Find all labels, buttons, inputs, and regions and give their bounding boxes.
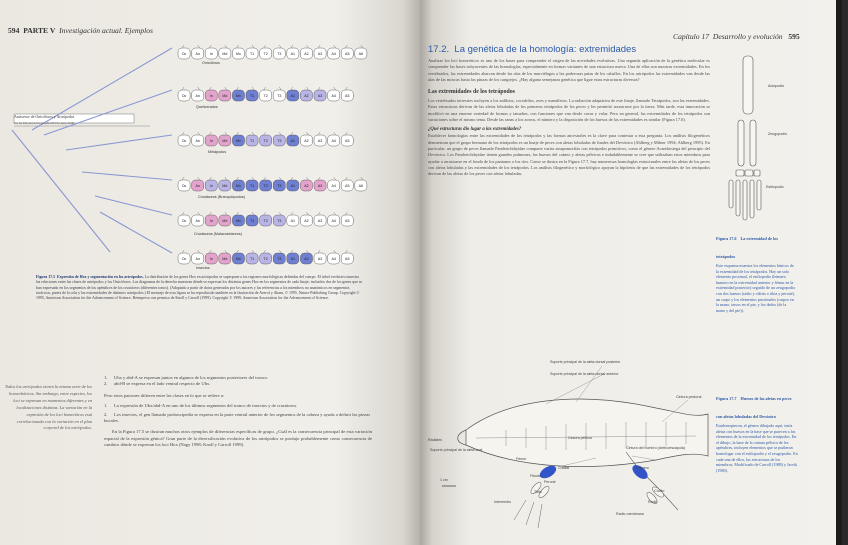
appendage-stroke [279,212,281,215]
paragraph: Establecer homologías entre las extremidades de los tetrápodos y las formas ancestrales es la clave para contestar a esta pregunta. Los análisis filogenéticos demuestran que el grupo hermano de los tetrápodos es un linaje de peces con aletas lobuladas de finales del Devónico (Ahlberg y Milner 1994; Ahlberg 1995). En particular, un grupo de peces llamado Panderichthyidae comparte varias sinapomorfías con tetrápodos primitivos, como el género Acanthostega del principio del Devónico. Los Panderichthyidae tienen grandes pulmones, los huesos del cráneo y aletas pélvicas e indudablemente se cree que utilizaban estos miembros para ayudar a arrastrarse en el fondo de los pantanos o los ríos. Como se ilustra en la Figura 17.7, hay numerosas homologías estructurales entre las aletas de los peces con aletas lobuladas y las extremidades de los tetrápodos. Los análisis filogenético y morfológico apoyan la hipótesis de que las extremidades de los tetrápodos derivan de las aletas de los peces con aletas lobuladas. [428,133,710,177]
segment-code: T3 [277,94,282,98]
segment-code: T2 [263,94,268,98]
segment-row [178,45,367,59]
radius-bone [738,120,744,166]
question-heading: ¿Qué estructuras dio lugar a las extremidades? [428,127,522,133]
paragraph: Pero estos patrones difieren entre las clases en lo que se refiere a: [104,392,225,398]
label-cubital: Cubital [558,466,570,470]
segment-code: A1 [290,94,296,98]
appendage-stroke [236,177,238,180]
margin-note: Todos los artrópodos tienen la misma serie de los homeobóticos. Sin embargo, entre especies, los loci se expresan en momentos diferentes y en localizaciones distintas. La variación en la expresión de los loci homeóticos está correlacionada con la variación en el plan corporal de los artrópodos. [4,384,92,431]
segment-code: A5 [345,184,350,188]
segment-code: T3 [277,257,282,261]
label-cintura-hombro: Cintura del hombro (cleitro/escápula) [626,446,685,450]
fish-fin-figure [426,360,716,545]
appendage-stroke [334,87,336,90]
segment-code: A5 [345,52,350,56]
humerus-bone [743,56,753,114]
hox-expression-figure [0,40,420,272]
digit-bone [743,180,747,220]
appendage-stroke [264,87,266,90]
appendage-stroke [345,45,347,48]
left-running-header: 594 PARTE V Investigación actual. Ejemplos [8,26,153,35]
taxon-label-onicoforos: Onicóforos [202,61,220,65]
figure-17-6-caption: Figura 17.6 La extremidad de los tetrápodos Este esquema muestra los elementos básicos de la extremidad de los tetrápodos. Hay un solo elemento proximal, el estilopodio (húmero humero en la extremidad anterior y fémur en la extremidad posterior) seguido de un zeugopodio con dos huesos (radio y cúbito o tibia y peroné), un carpo y los elementos proximales (carpos en la mano, tarsos en el pie, y los dedos (de la mano y del pie)). [716,236,796,313]
segment-code: An [195,219,200,223]
appendage-stroke [252,132,254,135]
segment-code: In [209,219,213,223]
appendage-stroke [198,87,200,90]
appendage-stroke [318,45,320,48]
segment-code: A5 [345,257,350,261]
appendage-stroke [236,45,238,48]
appendage-stroke [209,212,211,215]
appendage-stroke [198,212,200,215]
segment-code: Oc [181,94,187,98]
appendage-stroke [306,45,308,48]
segment-code: Mx [236,257,241,261]
appendage-stroke [279,132,281,135]
segment-code: A3 [317,139,323,143]
segment-code: A1 [290,219,296,223]
segment-code: A2 [304,52,309,56]
segment-code: A4 [331,257,336,261]
segment-code: A6 [358,184,364,188]
segment-code: T1 [249,184,255,188]
appendage-stroke [209,177,211,180]
carpal-bone [745,170,753,176]
appendage-stroke [209,87,211,90]
segment-code: Md [222,139,228,143]
right-running-header: Capítulo 17 Desarrollo y evolución 595 [673,32,800,41]
segment-code: T1 [249,52,255,56]
segment-row [178,250,353,264]
label-fibular: Fibular [530,474,541,478]
label-cintura-pelvica: Cintura pélvica [568,436,592,440]
taxon-label-branquiopodos: Crustáceos (Branquiópodos) [198,195,245,199]
segment-code: A1 [290,257,296,261]
appendage-stroke [236,212,238,215]
taxon-label-miriapodos: Miriápodos [208,150,227,154]
appendage-stroke [279,87,281,90]
section-title: 17.2. La genética de la homología: extremidades [428,44,637,55]
fish-body [466,399,708,467]
appendage-stroke [279,45,281,48]
segment-code: Md [222,184,228,188]
label-soporte-dorsal: Soporte principal de la aleta dorsal posterior [550,360,621,364]
segment-code: A6 [358,52,364,56]
appendage-stroke [345,87,347,90]
appendage-stroke [361,177,363,180]
appendage-stroke [209,132,211,135]
appendage-stroke [264,45,266,48]
appendage-stroke [318,212,320,215]
segment-code: Mx [236,52,241,56]
label-soporte-dorsal-2: Soporte principal de la aleta dorsal anterior [550,372,619,376]
segment-code: Md [222,257,228,261]
label-zeugopodio: Zeugopodio [768,132,787,136]
segment-code: Mx [236,139,241,143]
segment-code: Oc [181,257,187,261]
appendage-stroke [225,87,227,90]
appendage-stroke [291,212,293,215]
label-autopodio: Autopodio [768,84,785,88]
appendage-stroke [198,177,200,180]
appendage-stroke [291,250,293,253]
segment-code: A4 [331,219,336,223]
segment-code: A1 [290,184,296,188]
appendage-stroke [291,45,293,48]
segment-code: Mx [236,184,241,188]
appendage-stroke [182,212,184,215]
appendage-stroke [182,177,184,180]
paragraph: Los vertebrados terrestres incluyen a los anfibios, cocodrilos, aves y mamíferos. La radiación adaptativa de este linaje, llamado Tetrápodos, son las extremidades. Estas estructuras derivan de las aletas lobuladas de los primeros tetrápodos de los peces y les permitió arrastrarse por la tierra. Más tarde, esta innovación se modificó en una enorme variedad de formas y tamaños, con funciones que van desde cavar y volar. Pero en general, las extremidades de los tetrápodos son variaciones sobre el mismo tema. Desde las ranas a los zorros, el número y la disposición de los huesos de las extremidades es similar (Figura 17.6). [428,98,710,123]
segment-code: T2 [263,139,268,143]
appendage-stroke [264,177,266,180]
segment-code: Mx [236,94,241,98]
appendage-stroke [361,45,363,48]
segment-code: An [195,52,200,56]
segment-code: A4 [331,94,336,98]
appendage-stroke [198,132,200,135]
taxon-label-malacostraceos: Crustáceos (Malacostráceos) [194,232,242,236]
appendage-stroke [279,177,281,180]
segment-code: Oc [181,139,187,143]
segment-code: An [195,257,200,261]
paragraph: Analizar los loci homeóticos es uno de los bases para comprender el origen de las novedades evolutivas. Una segunda aplicación de la genética molecular es comprender las bases subyacentes de las homologías, especialmente en formas variantes de una estructura nueva. Una de ellas son nuestras extremidades. En los vertebrados, las extremidades abarcan desde las alas de los murciélagos a las poderosas patas de los caballos. En los artrópodos las extremidades van desde las alas de las moscas hasta las pinzas de los cangrejos. ¿Hay alguna semejanza genética que ligue estas estructuras diversas? [428,58,710,82]
appendage-stroke [264,250,266,253]
right-body [428,58,710,177]
appendage-stroke [252,177,254,180]
appendage-stroke [198,250,200,253]
appendage-stroke [306,212,308,215]
left-page [0,0,420,545]
appendage-stroke [345,177,347,180]
appendage-stroke [306,87,308,90]
appendage-stroke [182,45,184,48]
appendage-stroke [252,45,254,48]
segment-row [178,177,367,191]
taxon-label-insectos: Insectos [196,266,210,270]
appendage-stroke [182,132,184,135]
segment-code: T2 [263,52,268,56]
pelvic-radials [514,500,542,528]
digit-bone [750,180,754,218]
limb-skeleton-figure [716,48,786,228]
segment-code: Md [222,94,228,98]
segment-code: A3 [317,219,323,223]
label-radiales: Radiales [428,438,442,442]
appendage-stroke [209,250,211,253]
segment-code: A3 [317,52,323,56]
segment-code: A2 [304,219,309,223]
segment-code: T1 [249,257,255,261]
list-item: 1. La expresión de Ubx/abd-A en uno de los últimos segmentos del tronco de insectos y de crustáceos. [104,403,298,409]
segment-code: T3 [277,219,282,223]
segment-code: A3 [317,94,323,98]
segment-code: A2 [304,257,309,261]
label-estilopodio: Estilopodio [766,185,784,189]
list-item: 1. Ubx y abd-A se expresan juntos en algunos de los segmentos posteriores del tronco. [104,375,269,380]
label-cintura-pectoral: Cintura pectoral [676,395,702,399]
appendage-stroke [236,132,238,135]
appendage-stroke [198,45,200,48]
figure-17-7-caption: Figura 17.7 Huesos de las aletas en peces con aletas lobuladas del Devónico Eusthenopteron, el género dibujado aquí, tenía aletas con huesos en la base que se parecen a los elementos de la extremidad de los tetrápodos. En el dibujo, la base de la cintura pélvica de los apéndices, incluyen elementos que se pudieran homologar con el estilopodio y el zeugopodio. En cada una de ellos, las estructuras de los miembros. Modificado de Carroll (1988) y Jarvik (1980). [716,396,798,473]
appendage-stroke [182,250,184,253]
appendage-stroke [209,45,211,48]
appendage-stroke [182,87,184,90]
appendage-stroke [252,250,254,253]
appendage-stroke [236,250,238,253]
ancestor-subtitle: Un. ftz Ubx abd-A Scr AntpAbd-B Ubx Antp AbdB [14,121,74,125]
segment-code: An [195,139,200,143]
segment-code: In [209,139,213,143]
label-1-cm: 1 cm [440,478,448,482]
taxon-label-quelicerados: Quelicerados [196,105,218,109]
appendage-stroke [264,132,266,135]
segment-code: Oc [181,219,187,223]
page-edge [836,0,842,545]
segment-row [178,132,353,146]
appendage-stroke [225,45,227,48]
segment-code: T3 [277,52,282,56]
segment-code: Md [222,219,228,223]
segment-code: A5 [345,139,350,143]
digit-bone [736,180,740,216]
segment-code: T3 [277,139,282,143]
segment-code: A1 [290,52,296,56]
segment-code: An [195,94,200,98]
list-item: 2. abd-B se expresa en el lado ventral respecto de Ubx. [104,381,211,387]
ancestor-label: Antecesor de Onicóforos y Artrópodos [14,115,75,119]
pelvic-fin [514,463,558,528]
appendage-stroke [264,212,266,215]
label-cubito: Cúbito [654,489,665,493]
segment-code: T1 [249,139,255,143]
segment-code: A1 [290,139,296,143]
segment-code: A4 [331,139,336,143]
label-radio: Radio [648,500,658,504]
digit-bone [757,180,761,210]
segment-code: A2 [304,139,309,143]
segment-code: Oc [181,52,187,56]
appendage-stroke [306,250,308,253]
segment-code: A5 [345,94,350,98]
segment-code: A3 [317,257,323,261]
label-tibia: Tibia [534,490,542,494]
appendage-stroke [225,132,227,135]
paragraph: En la Figura 17.5 se ilustran muchos otros ejemplos de diferencias específicas de grupo. ¿Cuál es la consecuencia principal de esta variación espacial de la expresión génica? Gran parte de la diversificación evolutiva de los artrópodos se produjo probablemente como consecuencia de cambios dónde se expresan los loci Hox (Nagy 1998; Knoll y Carroll 1999). [104,429,372,448]
label-soporte-ventral: Soporte principal de la aleta anal [430,448,483,452]
segment-code: Md [222,52,228,56]
appendage-stroke [291,177,293,180]
appendage-stroke [306,132,308,135]
segment-code: T2 [263,219,268,223]
ulna-bone [750,120,756,166]
appendage-stroke [334,250,336,253]
appendage-stroke [345,212,347,215]
segment-code: An [195,184,200,188]
appendage-stroke [225,177,227,180]
segment-code: A3 [317,184,323,188]
segment-code: T1 [249,94,255,98]
appendage-stroke [225,212,227,215]
appendage-stroke [279,250,281,253]
appendage-stroke [225,250,227,253]
appendage-stroke [334,45,336,48]
appendage-stroke [318,177,320,180]
segment-code: T2 [263,184,268,188]
appendage-stroke [318,250,320,253]
appendage-stroke [334,177,336,180]
segment-row [178,212,353,226]
segment-code: Mx [236,219,241,223]
appendage-stroke [318,87,320,90]
segment-code: T1 [249,219,255,223]
appendage-stroke [252,212,254,215]
appendage-stroke [291,132,293,135]
figure-17-5-caption: Figura 17.5 Expresión de Hox y segmentación en los artrópodos. La distribución de los genes Hox en artrópodos se superpone a las regiones morfológicas definidas del cuerpo. El árbol evolutivo muestra las relaciones entre las clases de artrópodos y los Onicóforos. Los diagramas de la derecha muestran dónde se expresan los distintos genes Hox en los segmentos de cada linaje; incluidos dos de los genes que se han expresado en los segmentos de los apéndices de los crustáceos (diferentes tonos). (Adaptado a partir de datos generados por los autores y las referencias a los miembros no anatómicos en segmentos torácicos, partes de la cola y las extremidades de distintos artrópodos.) El mensaje de esta figura se ha reproducido también en la ilustración de Averof y Akam, © 1995, Nature Publishing Group. Copyright © 1995, American Association for the Advancement of Science. Reimpreso con permiso de Knoll y Carroll (1999). Copyright © 1999, American Association for the Advancement of Science. [36,275,363,301]
carpal-bone [754,170,760,176]
digit-bone [729,180,733,208]
segment-code: In [209,52,213,56]
appendage-stroke [334,132,336,135]
phylogenetic-tree [12,48,172,253]
appendage-stroke [236,87,238,90]
appendage-stroke [318,132,320,135]
appendage-stroke [306,177,308,180]
label-intermedio: Intermedio [494,500,511,504]
appendage-stroke [334,212,336,215]
segment-code: T3 [277,184,282,188]
right-page [420,0,842,545]
segment-code: Oc [181,184,187,188]
segment-code: T2 [263,257,268,261]
label-perone: Peroné [544,480,556,484]
appendage-stroke [345,250,347,253]
segment-code: A2 [304,184,309,188]
subsection-heading: Las extremidades de los tetrápodos [428,89,515,96]
segment-code: In [209,257,213,261]
segment-code: A4 [331,184,336,188]
segment-code: A4 [331,52,336,56]
appendage-stroke [291,87,293,90]
segment-code: A2 [304,94,309,98]
segment-code: A5 [345,219,350,223]
label-femur: Fémur [516,457,527,461]
appendage-stroke [345,132,347,135]
list-item: 2. Los insectos, el gen llamado proboscipedia se expresa en la parte ventral anterior de los segmentos de la cabeza y ayuda a definir las piezas bucales. [104,411,371,424]
label-radio-membrana: Radio-membrana [616,512,644,516]
segment-row [178,87,353,101]
carpal-bone [736,170,744,176]
segment-code: In [209,184,213,188]
fish-head [458,430,466,445]
left-body [104,375,372,449]
label-humero: Húmero [636,466,649,470]
appendage-stroke [252,87,254,90]
segment-code: In [209,94,213,98]
